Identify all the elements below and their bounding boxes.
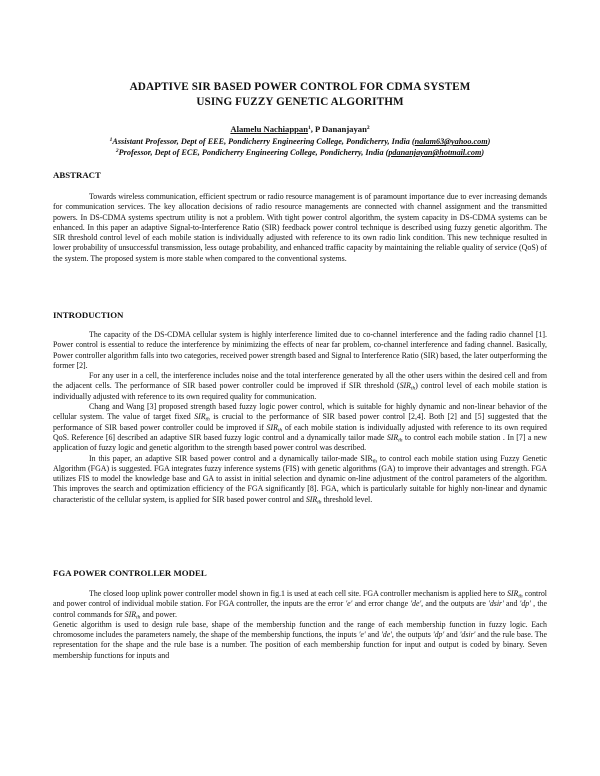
intro-p4-text-c: threshold level. [321,494,373,504]
intro-p3-text-d: to control each mobile station . In [7] a new application of fuzzy logic and genetic algorithm to the strength based power control was described. [53,432,547,453]
fga-heading: FGA POWER CONTROLLER MODEL [53,568,207,578]
dsir-symbol: 'dsir' [488,599,504,609]
fga-p1-text-g: and power. [140,609,177,619]
affiliation-2-close: ) [481,148,485,157]
fga-paragraph-1 [53,589,547,620]
intro-paragraph-2 [53,371,547,402]
error-symbol: 'e' [358,630,366,640]
introduction-body [53,330,547,505]
error-change-symbol: 'de' [381,630,392,640]
author-2-name: , P Dananjayan [310,124,367,134]
affiliation-2-marker: 2 [115,148,119,154]
abstract-body [53,192,547,264]
sir-th-symbol: $SIR_{th}$ [305,494,322,506]
sir-th-symbol: $SIR_{th}$ [194,412,210,423]
abstract-paragraph: Towards wireless communication, efficient spectrum or radio resource management is of paramount importance due to ever increasing demands for communication services. The key allocation decisions of radio resource managements are connected with channel assignment and the transmitted powers. In DS-CDMA systems spectrum utility is not a problem. With tight power control algorithm, the system capacity in DS-CDMA systems can be enhanced. In this paper an adaptive Signal-to-Interference Ratio (SIR) feedback power control technique is described using fuzzy genetic algorithm. The SIR threshold control level of each mobile station is individually adjusted with reference to its own radio link condition. This new technique resulted in lower probability of unsuccessful transmission, less outage probability, and enhanced traffic capacity by maintaining the reliable quality of service (QoS) of the system. The proposed system is more stable when compared to the conventional systems. [53,192,547,263]
affiliation-2-email-link[interactable]: pdananjayan@hotmail.com [388,148,482,157]
intro-p3-text-b: is crucial to the performance of SIR based power control [2,4]. Both [2] and [5] suggested that the performance of SIR based power controller could be improved if [53,412,547,432]
intro-p4-text-a: In this paper, an adaptive SIR based power control and a dynamically tailor-made SIR [89,453,373,463]
intro-p2-text-a: For any user in a cell, the interference includes noise and the total interference generated by all the other users within the desired cell and from the adjacent cells. The performance of SIR based power controller could be improved if SIR threshold ( [53,371,547,391]
intro-p4-text-b: to control each mobile station using Fuzzy Genetic Algorithm (FGA) is suggested. FGA integrates fuzzy inference systems (FIS) with genetic algorithms (GA) to improve their advantages and strength. FGA utilizes FIS to model the knowledge base and GA to assist in initial selection and dynamic on-line adjustment of the control parameters of the algorithm. This improves the search and optimization efficiency of the FGA significantly [8]. FGA, which is particularly suitable for highly non-linear and dynamic characteristic of the cellular system, is applied for SIR based power control and [53,453,547,504]
fga-p1-text-e: and [503,599,520,609]
intro-paragraph-1: The capacity of the DS-CDMA cellular system is highly interference limited due to co-channel interference and the fading radio channel [1]. Power control is essential to reduce the interference by minimizing the effects of near far problem, co-channel interference and fading channel. Basically, Power controller algorithm falls into two categories, received power strength based and Signal to Interference Ratio (SIR) based, the later outperforming the former [2]. [53,330,547,370]
affiliation-1-close: ) [487,137,491,146]
sir-th-symbol: $SIR_{th}$ [399,381,416,392]
intro-p3-text-a: Chang and Wang [3] proposed strength based fuzzy logic power control, which is suitable for highly dynamic and non-linear behavior of the cellular system. The value of target fixed [53,402,547,422]
intro-p2-text-b: ) control level of each mobile station is individually adjusted with reference to its own required quality for communication. [53,381,547,401]
sir-th-subscript: th [372,458,377,465]
sir-th-symbol: $SIR_{th}$ [266,422,283,434]
fga-p1-text-a: The closed loop uplink power controller model shown in fig.1 is used at each cell site. FGA controller mechanism is applied here to [89,589,507,598]
fga-body [53,589,547,661]
fga-p2-text-c: , the outputs [391,630,433,640]
error-symbol: 'e' [345,599,353,609]
abstract-heading: ABSTRACT [53,170,101,180]
fga-p2-text-a: Genetic algorithm is used to design rule base, shape of the membership function and the range of each membership function in fuzzy logic. Each chromosome includes the parameters namely, the shape of the membership functions, the inputs [53,619,547,640]
error-change-symbol: 'de' [410,599,422,609]
sir-th-symbol: $SIR_{th}$ [386,432,403,444]
fga-p1-text-c: and error change [352,599,411,609]
dp-symbol: 'dp' [519,599,531,609]
affiliation-1 [40,136,560,147]
affiliation-2-text: Professor, Dept of ECE, Pondicherry Engineering College, Pondicherry, India ( [118,148,389,157]
affiliation-1-marker: 1 [109,137,113,143]
fga-p1-text-b: control and power control of individual mobile station. For FGA controller, the inputs are the error [53,589,547,609]
intro-paragraph-3 [53,402,547,453]
title-line-1: ADAPTIVE SIR BASED POWER CONTROL FOR CDMA SYSTEM [129,81,471,93]
fga-p2-text-d: and [444,630,460,640]
author-2-marker: 2 [366,125,370,131]
paper-title [60,80,540,110]
sir-th-symbol: $SIR_{th}$ [124,609,141,621]
fga-p1-text-d: , and the outputs are [421,599,489,609]
dsir-symbol: 'dsir' [459,630,476,640]
intro-p3-text-c: of each mobile station is individually adjusted with reference to its own required QoS. Reference [6] described an adaptive SIR based fuzzy logic control and a dynamically tailor made [53,422,547,442]
fga-p1-text-f: , the control commands for [53,599,547,619]
sir-th-symbol: $SIR_{th}$ [506,589,523,600]
author-1-marker: 1 [307,125,311,131]
author-1-name: Alamelu Nachiappan [230,124,308,134]
author-line [40,124,560,135]
affiliation-1-email-link[interactable]: nalam63@yahoo.com [414,137,488,146]
fga-p2-text-b: and [365,630,382,640]
title-line-2: USING FUZZY GENETIC ALGORITHM [196,96,404,108]
introduction-heading: INTRODUCTION [53,310,124,320]
affiliation-1-text: Assistant Professor, Dept of EEE, Pondicherry Engineering College, Pondicherry, India ( [112,137,415,146]
affiliation-2 [40,147,560,158]
fga-paragraph-2 [53,620,547,661]
dp-symbol: 'dp' [432,630,445,640]
fga-p2-text-e: and the rule base. The representation for the shape and the rule base is a number. The position of each membership function for input and output is coded by binary. Seven membership functions for inputs and [53,630,548,660]
intro-paragraph-4 [53,454,547,505]
